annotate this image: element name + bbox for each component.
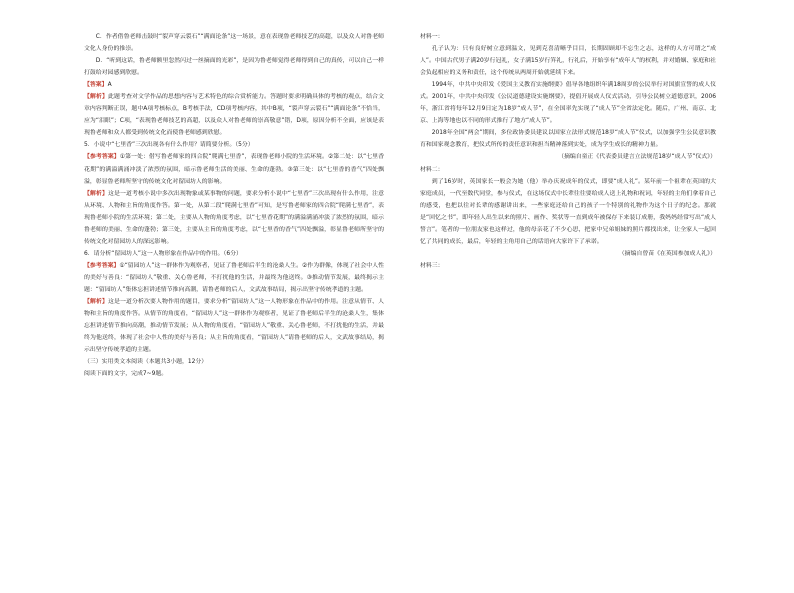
option-d: D．“听到这话，鲁老师额里忽然闪过一丝摘面的光彩”，是因为鲁老师觉得老师得到自己的真传，可以自己一样打鼓给对园感到欣慰。 (84, 58, 384, 77)
material-1-paragraph-2: 1994年，中共中央印发《爱国主义教育实施纲要》倡导各地组织年满18周岁的公民举行对国旗宣誓的成人仪式。2001年，中共中央印发《公民道德建设实施纲要》，提倡开展成人仪式活动，引导公民树立道德意识，2006年，浙江省将每年12月9日定为18岁“成人节”，在全国率先实现了“成人节”全省法定化。随后，广州、南京、北京、上海等地也以不同的形式推行了地方“成人节”。 (420, 82, 716, 125)
question-5-title: 5．小说中“七里香”三次出现各有什么作用？请简要分析。（5分） (84, 142, 254, 149)
material-1-label: 材料一： (420, 34, 444, 40)
analysis-tag: 【解析】 (84, 190, 108, 197)
reference-text: ①“留园坊人”这一群体作为观察者，见证了鲁老师后半生的沧桑人生。②作为群像，体现了社会中人性的美好与善良：“留园坊人”敬重、关心鲁老师，不打扰他的生活，并最终为他送终。③推动情节发展，最终揭示主题：“留园坊人”集体忘担讲述情节推向高潮，请鲁老师的后人，文武故事结局，揭示出坚守传统孝道的主题。 (84, 262, 385, 293)
left-column (84, 0, 384, 593)
reference-answer-1 (84, 151, 384, 187)
analysis-3 (84, 296, 384, 356)
answer-tag: 【答案】 (84, 82, 108, 89)
analysis-2 (84, 188, 384, 248)
right-column (420, 0, 716, 593)
material-1-paragraph-3: 2018年全国“两会”期间，多位政协委员建议以国家立法形式规范18岁“成人节”仪式，以加强学生公民意识教育和国家观念教育，把仪式所传的责任意识和担当精神落到实处，成为学生成长的精神力量。 (420, 130, 716, 149)
material-1-paragraph-1: 孔子认为：只有良好树立意到温文，见到克喜清晰乎目目，长期固顾却不忘生之志，这样的人方可谓之“成人”。中国古代男子满20岁行冠礼，女子满15岁行笄礼，行礼后，开始享有“成年人”的权利，并对婚姻、家庭和社会负起相应的义务和责任，这个传统从两周开始就延续下来。 (420, 46, 716, 77)
section-3-heading: （三）实用类文本阅读（本题共3小题，12分） (84, 359, 208, 366)
analysis-1 (84, 91, 384, 139)
reference-answer-2 (84, 260, 384, 296)
material-2-paragraph-1: 到了16岁时，英国家长一般会为她（他）举办庆祝成年的仪式，即要“成人礼”。某年前一个祖辈在英国的大家庭成员，一代至数代同堂，参与仪式，在这场仪式中长辈往往要给成人送上礼物和祝词，年轻的主角们拿着自己的感受，也把以往对长辈的感谢讲出来，一些家庭还给自己的孩子一个特别的礼物作为这个日子的纪念。那就是“回忆之书”，即年轻人出生以来的照片、画作、奖状等一直到成年被保存下来装订成册，我妈妈经常写出“成人誓言”。笔者的一位朋友家也这样过，他的母亲花了不少心思，把家中兄弟姐妹的照片都找出来，让全家人一起回忆了共同的成长，最后，年轻的主角用自己的话语向大家许下了承诺。 (420, 178, 716, 245)
material-1-source: （摘编自童正《代表委员建言立法规范18岁“成人节”仪式》） (558, 154, 716, 161)
material-2-source: （摘编自曾苗《在英国参加成人礼》） (618, 250, 716, 257)
reference-text: ①第一处：借写鲁老师家的四合院“爬满七里香”，表现鲁老师小院的生活环境。②第二处：以“七里香花期”的满溢满涌冲淡了浓烈的氛围，暗示鲁老师生活的美丽、生命的蓬勃。③第三处：以“七里香的香气”四处飘溢，彰显鲁老师所坚守的传统文化对留园坊人的影响。 (84, 154, 385, 185)
material-2-label: 材料二： (420, 166, 444, 173)
option-c: C．作者借鲁老师击鼓时“裂声穿云裂石”“满面论条”这一场景，意在表现鲁老师技艺的高超，以及众人对鲁老师文化人身份的推崇。 (84, 34, 384, 53)
question-6-title: 6．请分析“留园坊人”这一人物形象在作品中的作用。（6分） (84, 250, 242, 257)
analysis-text: 这是一道分析次要人物作用的题目，要求分析“留园坊人”这一人物形象在作品中的作用。注意从情节、人物和主旨的角度作答。从情节的角度看，“留园坊人”这一群体作为观察者，见证了鲁老师后半生的沧桑人生，集体忘担讲述情节推向高潮，推动情节发展；从人物的角度看，“留园坊人”敬重、关心鲁老师，不打扰他的生活，并最终为他送终，体现了社会中人性的美好与善良；从主旨的角度看，“留园坊人”请鲁老师的后人，文武故事结局，揭示出坚守传统孝道的主题。 (84, 299, 384, 354)
answer-line (84, 79, 384, 91)
analysis-text: 这是一道考核小说中多次出现物象或某事物的问题，要求分析小说中“七里香”三次出现有什么作用，注意从环境、人物和主旨的角度作答。第一处，从第二段“爬满七里香”可知，是写鲁老师家的四合院“爬满七里香”，表现鲁老师小院的生活环境；第二处，主要从人物的角度考虑，以“七里香花期”的满溢满涌冲淡了浓烈的氛围，暗示鲁老师的美丽、生命的蓬勃；第三处，主要从主旨的角度考虑，以“七里香的香气”四处飘溢，彰显鲁老师所坚守的传统文化对留园坊人的深远影响。 (84, 190, 384, 245)
analysis-text: 此题考查对文学作品的思想内容与艺术特色的综合赏析能力。答题时要求明确具体的考核的观点，结合文章内容判断正误，题中A项考核标点，B考核手法，CD项考核内容，其中B项，“裂声穿云裂石”“满面论条”不恰当，应为“泪眼”；C项，“表现鲁老师技艺的高超，以及众人对鲁老师的崇高敬意”错，D项，原因分析不全面，应该是表现鲁老师和众人都受到传统文化而使鲁老师感到欣慰。 (84, 94, 385, 137)
analysis-tag: 【解析】 (84, 299, 108, 306)
reference-tag: 【参考答案】 (84, 154, 120, 161)
analysis-tag: 【解析】 (84, 94, 109, 101)
reference-tag: 【参考答案】 (84, 262, 120, 269)
material-3-label: 材料三： (420, 262, 444, 269)
answer-value: A (107, 82, 112, 89)
reading-instruction: 阅读下面的文字，完成7~9题。 (84, 371, 168, 378)
